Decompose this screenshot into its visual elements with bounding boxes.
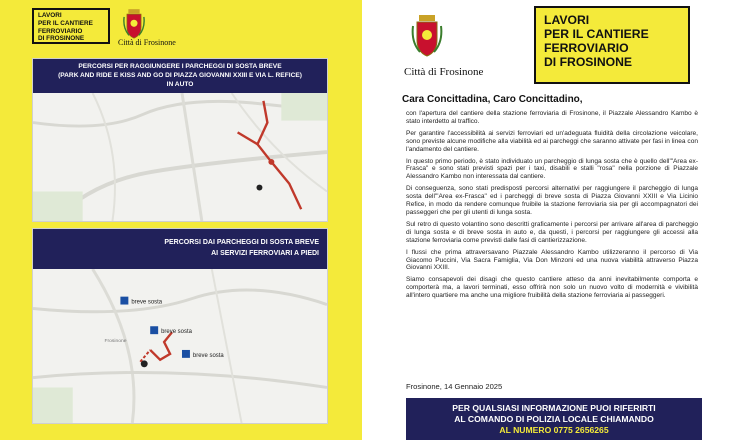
route-box-car [32,58,328,222]
left-title-badge [32,8,110,44]
paragraph: con l'apertura del cantiere della stazione ferroviaria di Frosinone, il Piazzale Alessandro Kambo è stato interdetto al traffico. [406,110,698,125]
paragraph: Per garantire l'accessibilità ai servizi ferroviari ed un'adeguata fluidità della circolazione veicolare, sono previste alcune modifiche alla viabilità ed ai parcheggi che saranno attivate per fasi in linea con l'andamento del cantiere. [406,129,698,153]
footer-line: PER QUALSIASI INFORMAZIONE PUOI RIFERIRTI [452,403,656,413]
badge-line: LAVORI [544,13,590,27]
footer-line: AL COMANDO DI POLIZIA LOCALE CHIAMANDO [454,414,654,425]
badge-line: FERROVIARIO [38,27,83,35]
left-panel [0,0,360,440]
right-panel [362,0,740,440]
city-name: Città di Frosinone [118,38,176,47]
route-box-heading [33,59,327,93]
car-route-map [33,93,327,221]
map-label: breve sosta [131,299,163,306]
city-name: Città di Frosinone [404,66,484,78]
badge-line: DI FROSINONE [38,35,85,43]
contact-footer [406,398,702,440]
route-box-heading [33,229,327,269]
salutation: Cara Concittadina, Caro Concittadino, [402,94,583,105]
badge-line: LAVORI [38,12,62,19]
letter-body [406,110,698,304]
letter-date: Frosinone, 14 Gennaio 2025 [406,382,503,391]
walking-route-map [33,269,327,423]
map-label: Frosinone [104,339,127,345]
paragraph: I flussi che prima attraversavano Piazzale Alessandro Kambo utilizzeranno il percorso di Via Giacomo Puccini, Via Sacra Famiglia, Via Don Minzoni ed una nuova viabilità attraverso Piazza Giovanni XXIII. [406,248,698,272]
map-label: breve sosta [192,352,224,359]
badge-line: PER IL CANTIERE [38,19,93,27]
badge-line: FERROVIARIO [544,41,629,55]
badge-line: PER IL CANTIERE [544,27,649,41]
heading-line: PERCORSI PER RAGGIUNGERE I PARCHEGGI DI SOSTA BREVE [78,63,282,70]
route-box-walking [32,228,328,424]
city-crest-icon [122,8,146,40]
map-label: breve sosta [161,329,192,336]
right-title-badge [534,6,690,84]
phone-number: AL NUMERO 0775 2656265 [499,425,609,436]
heading-line: (PARK AND RIDE E KISS AND GO DI PIAZZA GIOVANNI XXIII E VIA L. REFICE) [58,72,302,79]
badge-line: DI FROSINONE [544,55,633,69]
city-crest-icon [410,14,444,58]
paragraph: In questo primo periodo, è stato individuato un parcheggio di lunga sosta che è quello dell'"Area ex-Frasca" e sono stati previsti spazi per i taxi, disabili e stalli "rosa" nella porzione di Piazzale Alessandro Kambo non interessata dal cantiere. [406,157,698,181]
paragraph: Sul retro di questo volantino sono descritti graficamente i percorsi per arrivare all'area di parcheggio di lunga sosta e di breve sosta in auto e, da questi, i percorsi per raggiungere gli accessi alla stazione ferroviaria come previsti dalle fasi di cantierizzazione. [406,220,698,244]
paragraph: Di conseguenza, sono stati predisposti percorsi alternativi per raggiungere il parcheggio di lunga sosta dell'"Area ex-Frasca" ed i parcheggi di breve sosta di Piazza Giovanni XXIII e Via Licinio Refice, in modo da rendere comunque fruibile la stazione ferroviaria sia per gli accompagnatori dei passeggeri che per gli utenti di lunga sosta. [406,185,698,216]
heading-line: PERCORSI DAI PARCHEGGI DI SOSTA BREVE [164,239,319,246]
paragraph: Siamo consapevoli dei disagi che questo cantiere atteso da anni inevitabilmente comporta e comporterà ma, a lavori terminati, esso offrirà non solo un nuovo volto di modernità e vivibilità all'intero quartiere ma anche una migliore fruibilità della stazione ferroviaria ai passeggeri. [406,276,698,300]
heading-line: IN AUTO [166,81,194,88]
heading-line: AI SERVIZI FERROVIARI A PIEDI [211,250,319,257]
